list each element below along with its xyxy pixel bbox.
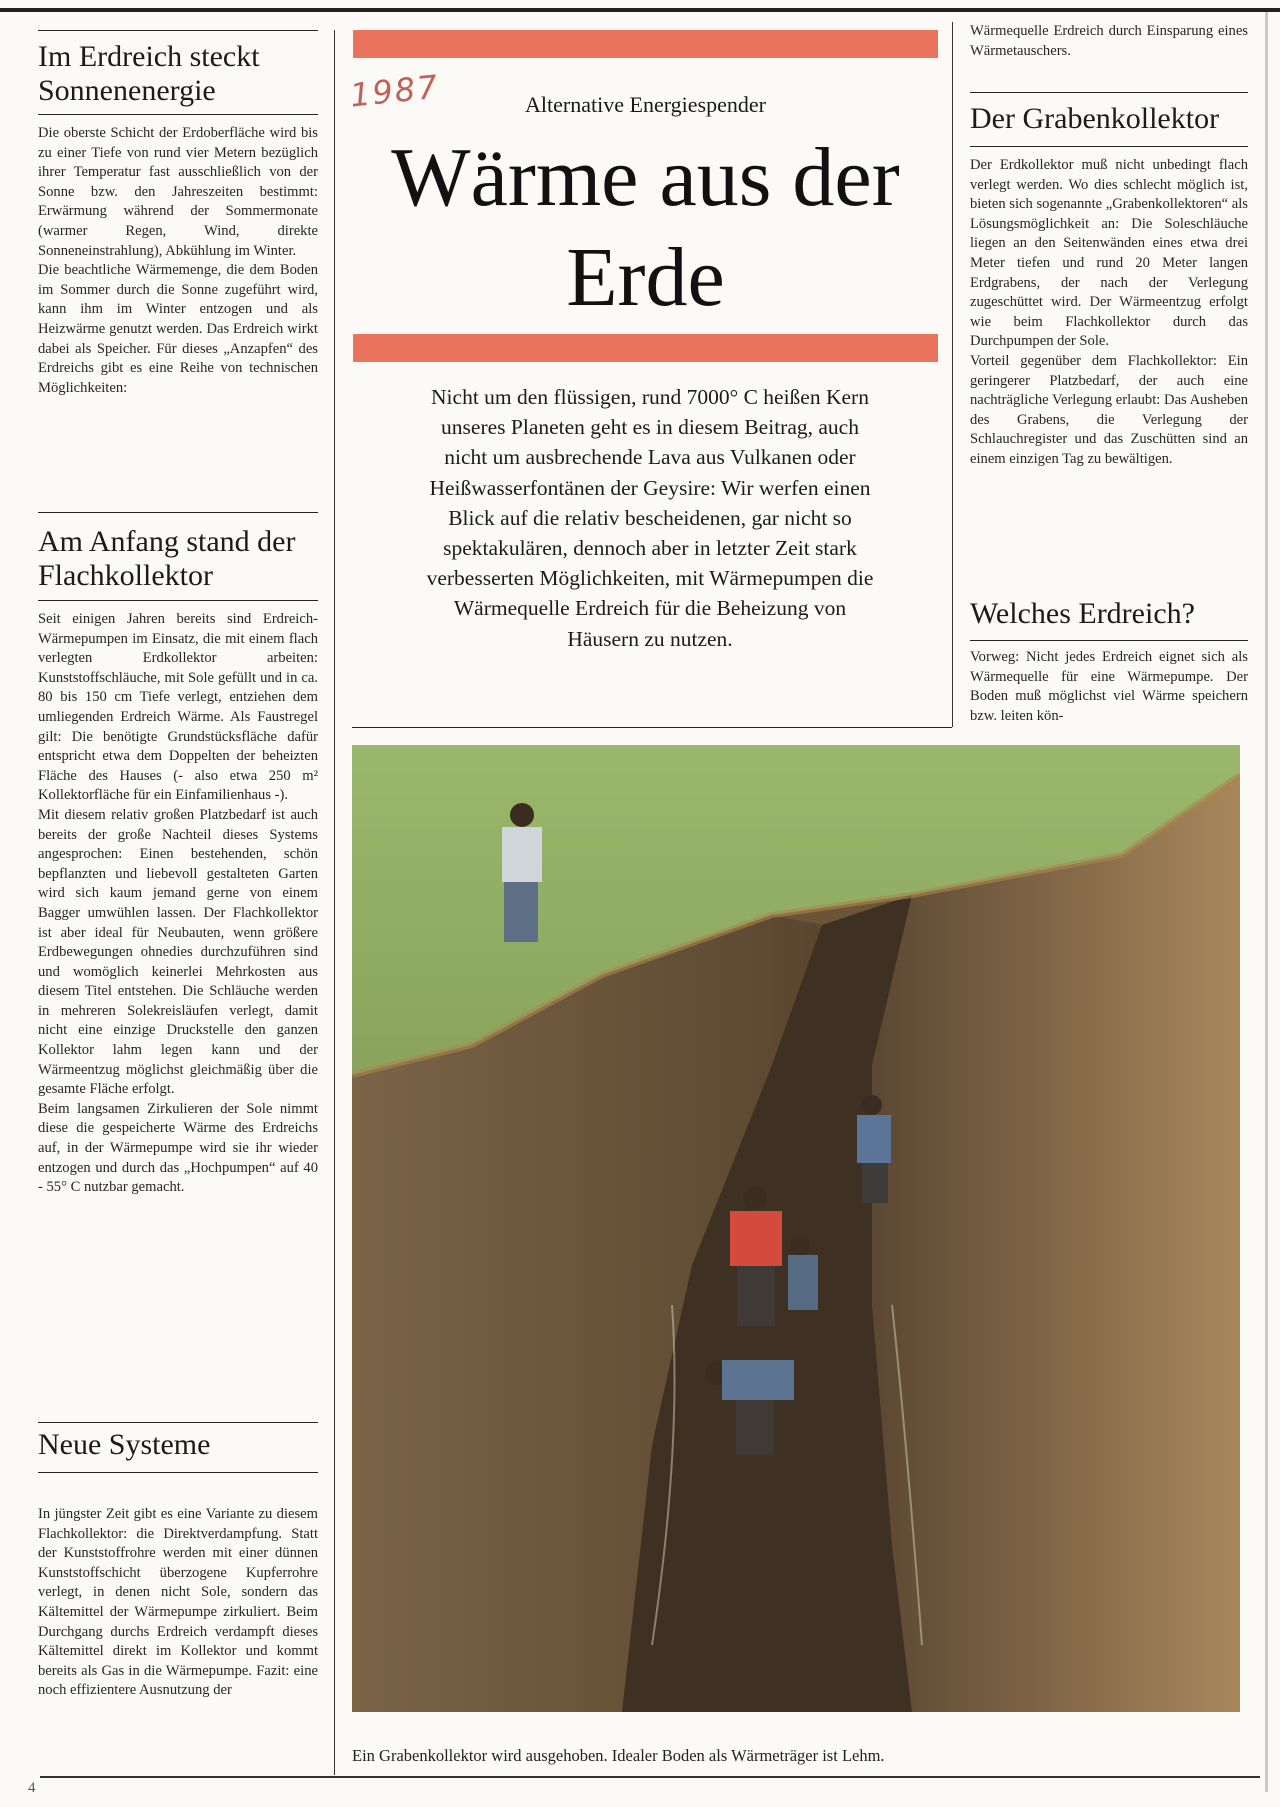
section-rule bbox=[38, 114, 318, 115]
photo-caption: Ein Grabenkollektor wird ausgehoben. Idealer Boden als Wärmeträger ist Lehm. bbox=[352, 1746, 885, 1765]
paragraph: Seit einigen Jahren bereits sind Erdreich-Wärmepumpen im Einsatz, die mit einem flach verlegten Erdkollektor arbeiten: Kunststoffschläuche, mit Sole gefüllt und in ca. 80 bis 150 cm Tiefe verlegt, entziehen dem umliegenden Erdreich Wärme. Als Faustregel gilt: Die benötigte Grundstücksfläche dafür entspricht etwa dem Doppelten der beheizten Fläche des Hauses (- also etwa 250 m² Kollektorfläche für ein Einfamilienhaus -). bbox=[38, 611, 318, 804]
section-rule bbox=[38, 512, 318, 513]
paragraph: Mit diesem relativ großen Platzbedarf ist auch bereits der große Nachteil dieses Systems angesprochen: Einen bestehenden, schön bepflanzten und liebevoll gestalteten Garten wird sich kaum jemand gerne von einem Bagger umwühlen lassen. Der Flachkollektor ist aber ideal für Neubauten, wenn größere Erdbewegungen ohnedies durchzuführen sind und womöglich keinerlei Mehrkosten aus diesem Titel entstehen. Die Schläuche werden in mehreren Solekreisläufen verlegt, damit nicht eine einzige Druckstelle den ganzen Kollektor lahm legen kann und der Wärmeentzug möglichst gleichmäßig über die gesamte Fläche erfolgt. bbox=[38, 806, 318, 1098]
article-lead: Nicht um den flüssigen, rund 7000° C heißen Kern unseres Planeten geht es in diesem Beitrag, auch nicht um ausbrechende Lava aus Vulkanen oder Heißwasserfontänen der Geysire: Wir werfen einen Blick auf die relativ bescheidenen, gar nicht so spektakulären, dennoch aber in letzter Zeit stark verbesserten Möglichkeiten, mit Wärmepumpen die Wärmequelle Erdreich für die Beheizung von Häusern zu nutzen. bbox=[426, 385, 874, 651]
section-rule bbox=[38, 1472, 318, 1473]
accent-stripe-bottom bbox=[353, 334, 938, 362]
section-rule bbox=[970, 146, 1248, 147]
top-border bbox=[0, 8, 1280, 12]
section-rule bbox=[38, 30, 318, 31]
section-heading-neue-systeme: Neue Systeme bbox=[38, 1428, 211, 1461]
section-body-welches-erdreich bbox=[970, 648, 1248, 726]
paragraph: Vorteil gegenüber dem Flachkollektor: Ein geringerer Platzbedarf, der auch eine nachträgliche Verlegung erlaubt: Das Ausheben des Grabens, die Verlegung der Schlauchregister und das Zuschütten sind an einem einzigen Tag zu bewältigen. bbox=[970, 352, 1248, 467]
section-body-neue-systeme bbox=[38, 1505, 318, 1701]
section-heading-grabenkollektor: Der Grabenkollektor bbox=[970, 102, 1220, 135]
paragraph: Der Erdkollektor muß nicht unbedingt flach verlegt werden. Wo dies schlecht möglich ist, bieten sich sogenannte „Grabenkollektoren“ als Lösungsmöglichkeit an: Die Soleschläuche liegen an den Seitenwänden eines etwa drei Meter tiefen und rund 20 Meter langen Erdgrabens, der nach der Verlegung zugeschüttet wird. Der Wärmeentzug erfolgt wie beim Flachkollektor durch das Durchpumpen der Sole. bbox=[970, 157, 1248, 350]
trench-photo bbox=[352, 745, 1240, 1712]
paragraph: Beim langsamen Zirkulieren der Sole nimmt diese die gespeicherte Wärme des Erdreichs auf, in der Wärmepumpe wird sie ihr wieder entzogen und durch das „Hochpumpen“ auf 40 - 55° C nutzbar gemacht. bbox=[38, 1100, 318, 1196]
column-divider bbox=[334, 30, 335, 1775]
paragraph: Die oberste Schicht der Erdoberfläche wird bis zu einer Tiefe von rund vier Metern bezüglich ihrer Temperatur fast ausschließlich von der Sonne bzw. den Jahreszeiten bestimmt: Erwärmung während der Sommermonate (warmer Regen, Wind, direkte Sonneneinstrahlung), Abkühlung im Winter. bbox=[38, 125, 318, 259]
section-heading-flachkollektor: Am Anfang stand der Flachkollektor bbox=[38, 525, 296, 592]
section-heading-welches-erdreich: Welches Erdreich? bbox=[970, 597, 1195, 630]
page-edge bbox=[1265, 12, 1268, 1792]
section-heading-sonnenenergie: Im Erdreich steckt Sonnenenergie bbox=[38, 40, 260, 107]
section-body-grabenkollektor bbox=[970, 156, 1248, 470]
handwritten-year: 1987 bbox=[348, 67, 442, 115]
article-title: Wärme aus der Erde bbox=[391, 131, 900, 324]
article-kicker: Alternative Energiespender bbox=[525, 92, 766, 117]
section-rule bbox=[970, 640, 1248, 641]
section-rule bbox=[970, 92, 1248, 93]
bottom-rule bbox=[40, 1776, 1260, 1778]
section-body-sonnenenergie bbox=[38, 124, 318, 398]
accent-stripe-top bbox=[353, 30, 938, 58]
column-divider bbox=[952, 22, 953, 727]
lead-rule bbox=[352, 727, 952, 728]
section-rule bbox=[38, 600, 318, 601]
section-body-flachkollektor bbox=[38, 610, 318, 1198]
paragraph: Vorweg: Nicht jedes Erdreich eignet sich als Wärmequelle für eine Wärmepumpe. Der Boden muß möglichst viel Wärme speichern bzw. leiten kön- bbox=[970, 649, 1248, 724]
paragraph: Die beachtliche Wärmemenge, die dem Boden im Sommer durch die Sonne zugeführt wird, kann ihm im Winter entzogen und als Heizwärme genutzt werden. Das Erdreich wirkt dabei als Speicher. Für dieses „Anzapfen“ des Erdreichs gibt es eine Reihe von technischen Möglichkeiten: bbox=[38, 262, 318, 396]
paragraph: In jüngster Zeit gibt es eine Variante zu diesem Flachkollektor: die Direktverdampfung. Statt der Kunststoffrohre werden mit einer dünnen Kunststoffschicht überzogene Kupferrohre verlegt, in denen nicht Sole, sondern das Kältemittel der Wärmepumpe zirkuliert. Beim Durchgang durchs Erdreich verdampft dieses Kältemittel direkt im Kollektor und kommt bereits als Gas in die Wärmepumpe. Fazit: eine noch effizientere Ausnutzung der bbox=[38, 1506, 318, 1699]
page-number: 4 bbox=[28, 1780, 36, 1796]
section-rule bbox=[38, 1422, 318, 1423]
continued-text: Wärmequelle Erdreich durch Einsparung eines Wärmetauschers. bbox=[970, 23, 1248, 59]
